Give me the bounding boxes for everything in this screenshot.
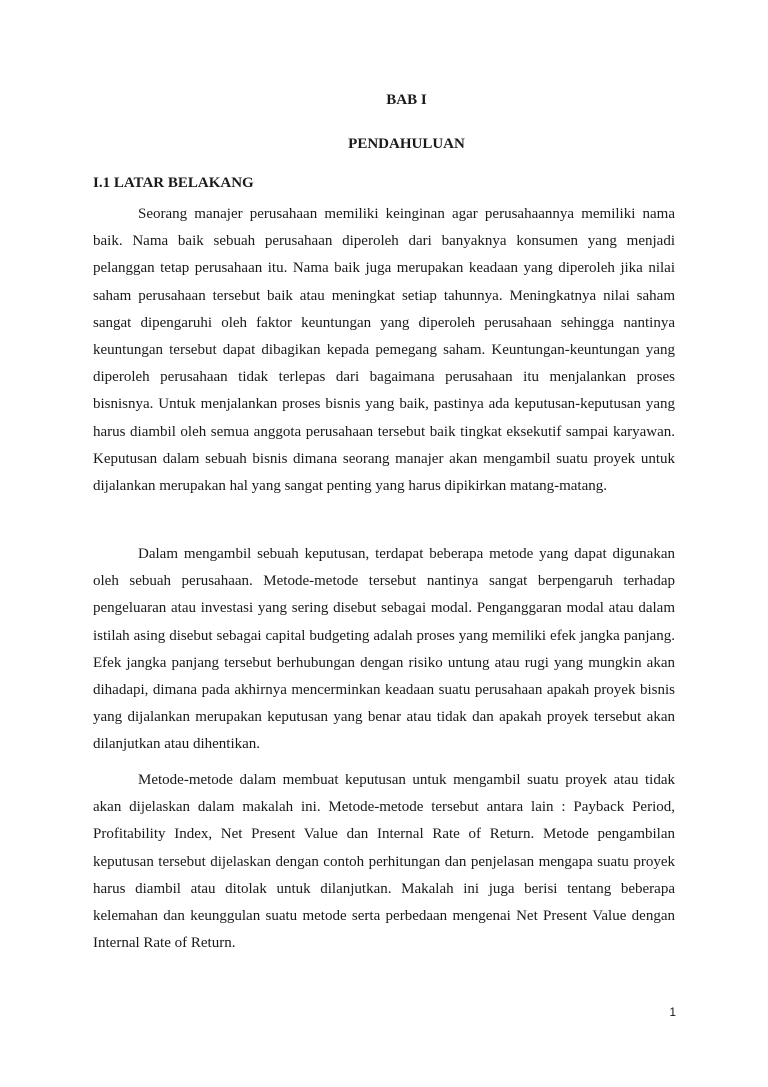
paragraph-3: Metode-metode dalam membuat keputusan untuk mengambil suatu proyek atau tidak akan dijelaskan dalam makalah ini. Metode-metode tersebut antara lain : Payback Period, Profitability Index, Net Present Value dan Internal Rate of Return. Metode pengambilan keputusan tersebut dijelaskan dengan contoh perhitungan dan penjelasan mengapa suatu proyek harus diambil atau ditolak untuk dilanjutkan. Makalah ini juga berisi tentang beberapa kelemahan dan keunggulan suatu metode serta perbedaan mengenai Net Present Value dengan Internal Rate of Return. xyxy=(93,772,675,952)
paragraph-1: Seorang manajer perusahaan memiliki keinginan agar perusahaannya memiliki nama baik. Nama baik sebuah perusahaan diperoleh dari banyaknya konsumen yang menjadi pelanggan tetap perusahaan itu. Nama baik juga merupakan keadaan yang diperoleh jika nilai saham perusahaan tersebut baik atau meningkat setiap tahunnya. Meningkatnya nilai saham sangat dipengaruhi oleh faktor keuntungan yang diperoleh perusahaan sehingga nantinya keuntungan tersebut dapat dibagikan kepada pemegang saham. Keuntungan-keuntungan yang diperoleh perusahaan tidak terlepas dari bagaimana perusahaan itu menjalankan proses bisnisnya. Untuk menjalankan proses bisnis yang baik, pastinya ada keputusan-keputusan yang harus diambil oleh semua anggota perusahaan tersebut baik tingkat eksekutif sampai karyawan. Keputusan dalam sebuah bisnis dimana seorang manajer akan mengambil suatu proyek untuk dijalankan merupakan hal yang sangat penting yang harus dipikirkan matang-matang. xyxy=(93,206,675,495)
page-number: 1 xyxy=(669,1005,676,1019)
paragraph-2: Dalam mengambil sebuah keputusan, terdapat beberapa metode yang dapat digunakan oleh sebuah perusahaan. Metode-metode tersebut nantinya sangat berpengaruh terhadap pengeluaran atau investasi yang sering disebut sebagai modal. Penganggaran modal atau dalam istilah asing disebut sebagai capital budgeting adalah proses yang memiliki efek jangka panjang. Efek jangka panjang tersebut berhubungan dengan risiko untung atau rugi yang mungkin akan dihadapi, dimana pada akhirnya mencerminkan keadaan suatu perusahaan apakah proyek bisnis yang dijalankan merupakan keputusan yang benar atau tidak dan apakah proyek tersebut akan dilanjutkan atau dihentikan. xyxy=(93,546,675,753)
chapter-title: PENDAHULUAN xyxy=(348,136,465,152)
chapter-number: BAB I xyxy=(386,92,427,108)
section-heading: I.1 LATAR BELAKANG xyxy=(93,175,254,191)
